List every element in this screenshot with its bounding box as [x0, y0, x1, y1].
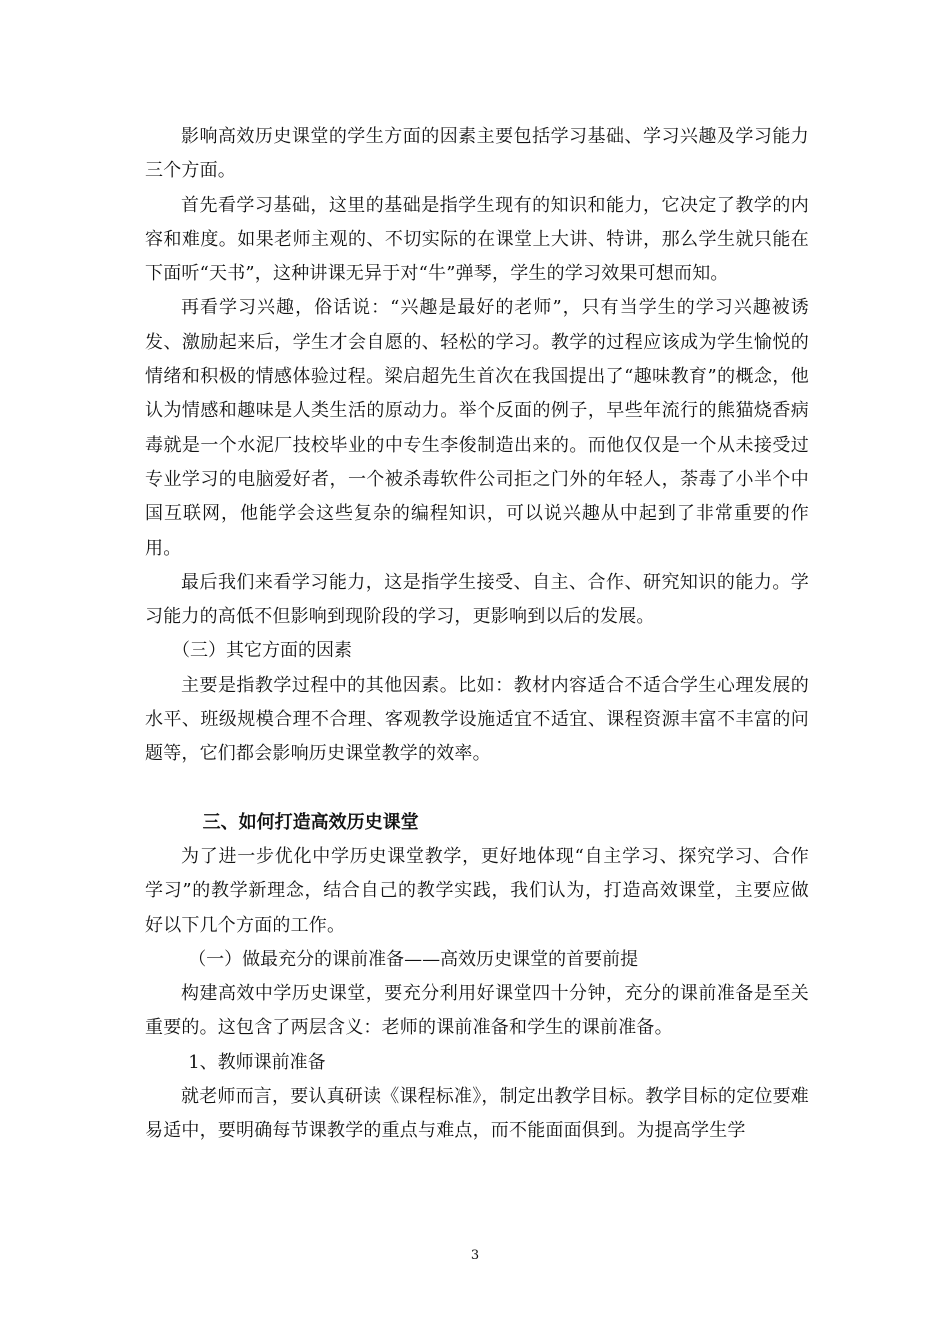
section-gap — [145, 772, 809, 806]
paragraph-learning-interest: 再看学习兴趣，俗话说：“兴趣是最好的老师”，只有当学生的学习兴趣被诱发、激励起来后，学生才会自愿的、轻松的学习。教学的过程应该成为学生愉悦的情绪和积极的情感体验过程。梁启超先生首次在我国提出了“趣味教育”的概念，他认为情感和趣味是人类生活的原动力。举个反面的例子，早些年流行的熊猫烧香病毒就是一个水泥厂技校毕业的中专生李俊制造出来的。而他仅仅是一个从未接受过专业学习的电脑爱好者，一个被杀毒软件公司拒之门外的年轻人，荼毒了小半个中国互联网，他能学会这些复杂的编程知识，可以说兴趣从中起到了非常重要的作用。 — [145, 297, 809, 559]
paragraph-teacher-preparation: 就老师而言，要认真研读《课程标准》，制定出教学目标。教学目标的定位要难易适中，要明确每节课教学的重点与难点，而不能面面俱到。为提高学生学 — [145, 1086, 809, 1142]
paragraph-preparation: 构建高效中学历史课堂，要充分利用好课堂四十分钟，充分的课前准备是至关重要的。这包含了两层含义：老师的课前准备和学生的课前准备。 — [145, 983, 809, 1039]
paragraph-learning-ability: 最后我们来看学习能力，这是指学生接受、自主、合作、研究知识的能力。学习能力的高低不但影响到现阶段的学习，更影响到以后的发展。 — [145, 571, 809, 628]
paragraph-student-factors: 影响高效历史课堂的学生方面的因素主要包括学习基础、学习兴趣及学习能力三个方面。 — [145, 126, 809, 182]
page-body — [145, 120, 809, 1149]
subheading-preparation: （一）做最充分的课前准备——高效历史课堂的首要前提 — [188, 948, 639, 970]
list-item-teacher-preparation: 1、教师课前准备 — [188, 1051, 326, 1073]
paragraph-section-intro: 为了进一步优化中学历史课堂教学，更好地体现“自主学习、探究学习、合作学习”的教学新理念，结合自己的教学实践，我们认为，打造高效课堂，主要应做好以下几个方面的工作。 — [145, 845, 809, 936]
paragraph-other-factors: 主要是指教学过程中的其他因素。比如：教材内容适合不适合学生心理发展的水平、班级规模合理不合理、客观教学设施适宜不适宜、课程资源丰富不丰富的问题等，它们都会影响历史课堂教学的效率。 — [145, 674, 809, 765]
section-heading: 三、如何打造高效历史课堂 — [202, 811, 419, 833]
subheading-other-factors: （三）其它方面的因素 — [172, 640, 352, 662]
paragraph-learning-foundation: 首先看学习基础，这里的基础是指学生现有的知识和能力，它决定了教学的内容和难度。如果老师主观的、不切实际的在课堂上大讲、特讲，那么学生就只能在下面听“天书”，这种讲课无异于对“牛”弹琴，学生的学习效果可想而知。 — [145, 194, 809, 285]
page-number: 3 — [470, 1248, 480, 1263]
